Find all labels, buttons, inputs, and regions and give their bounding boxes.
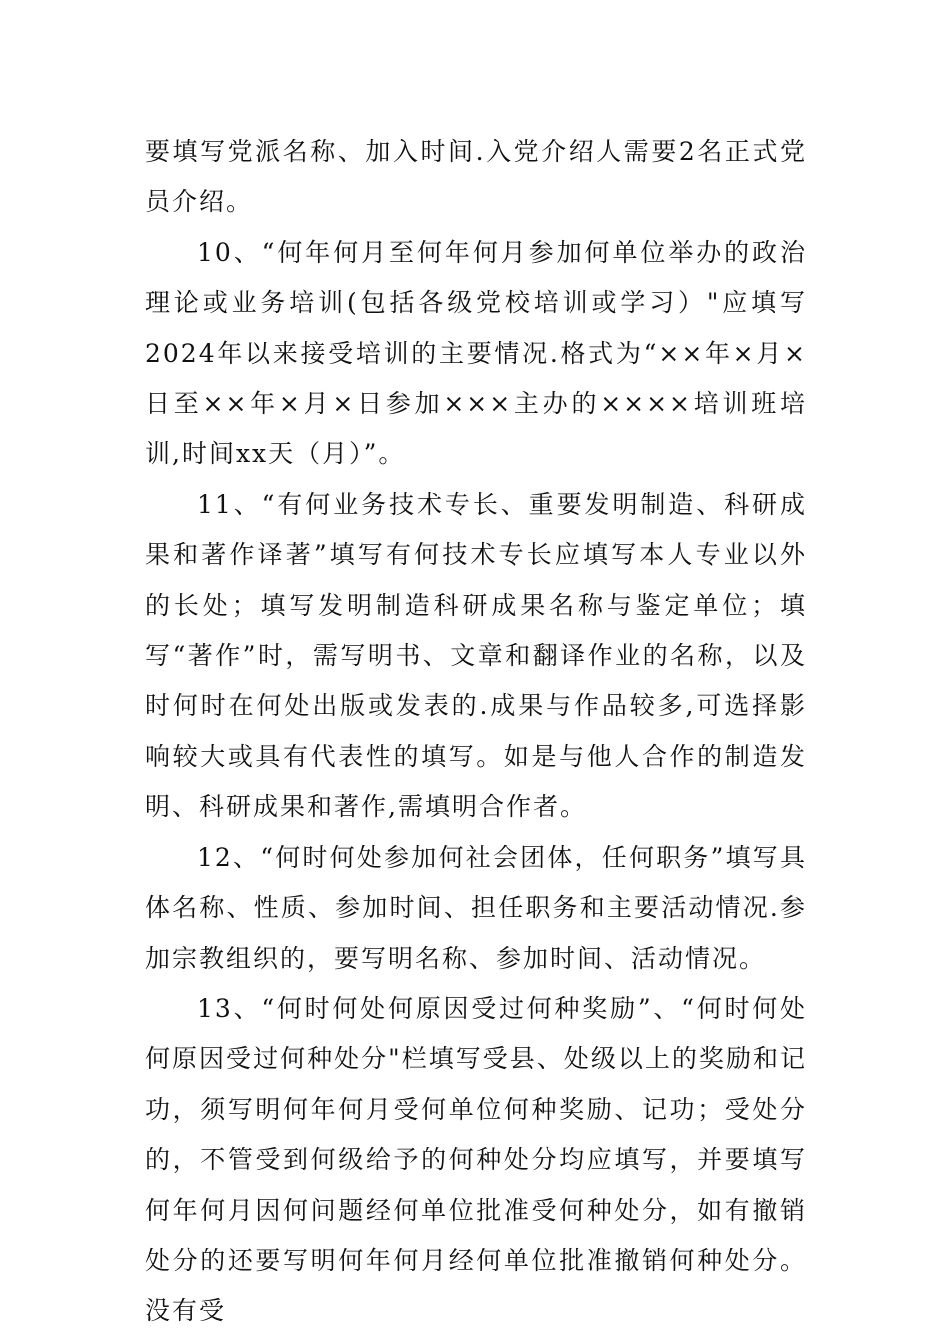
document-body (145, 127, 807, 1337)
paragraph-item-12: 12、“何时何处参加何社会团体，任何职务”填写具体名称、性质、参加时间、担任职务和主要活动情况.参加宗教组织的，要写明名称、参加时间、活动情况。 (145, 842, 807, 973)
paragraph-item-11: 11、“有何业务技术专长、重要发明制造、科研成果和著作译著”填写有何技术专长应填写本人专业以外的长处；填写发明制造科研成果名称与鉴定单位；填写“著作”时，需写明书、文章和翻译作业的名称，以及时何时在何处出版或发表的.成果与作品较多,可选择影响较大或具有代表性的填写。如是与他人合作的制造发明、科研成果和著作,需填明合作者。 (145, 489, 807, 822)
paragraph-item-10: 10、“何年何月至何年何月参加何单位举办的政治理论或业务培训(包括各级党校培训或学习）"应填写2024年以来接受培训的主要情况.格式为“××年×月×日至××年×月×日参加×××主办的××××培训班培训,时间xx天（月）”。 (145, 237, 807, 469)
paragraph-item-13: 13、“何时何处何原因受过何种奖励”、“何时何处何原因受过何种处分"栏填写受县、处级以上的奖励和记功，须写明何年何月受何单位何种奖励、记功；受处分的，不管受到何级给予的何种处分均应填写，并要填写何年何月因何问题经何单位批准受何种处分，如有撤销处分的还要写明何年何月经何单位批准撤销何种处分。没有受 (145, 993, 807, 1326)
paragraph-continuation: 要填写党派名称、加入时间.入党介绍人需要2名正式党员介绍。 (145, 137, 807, 217)
